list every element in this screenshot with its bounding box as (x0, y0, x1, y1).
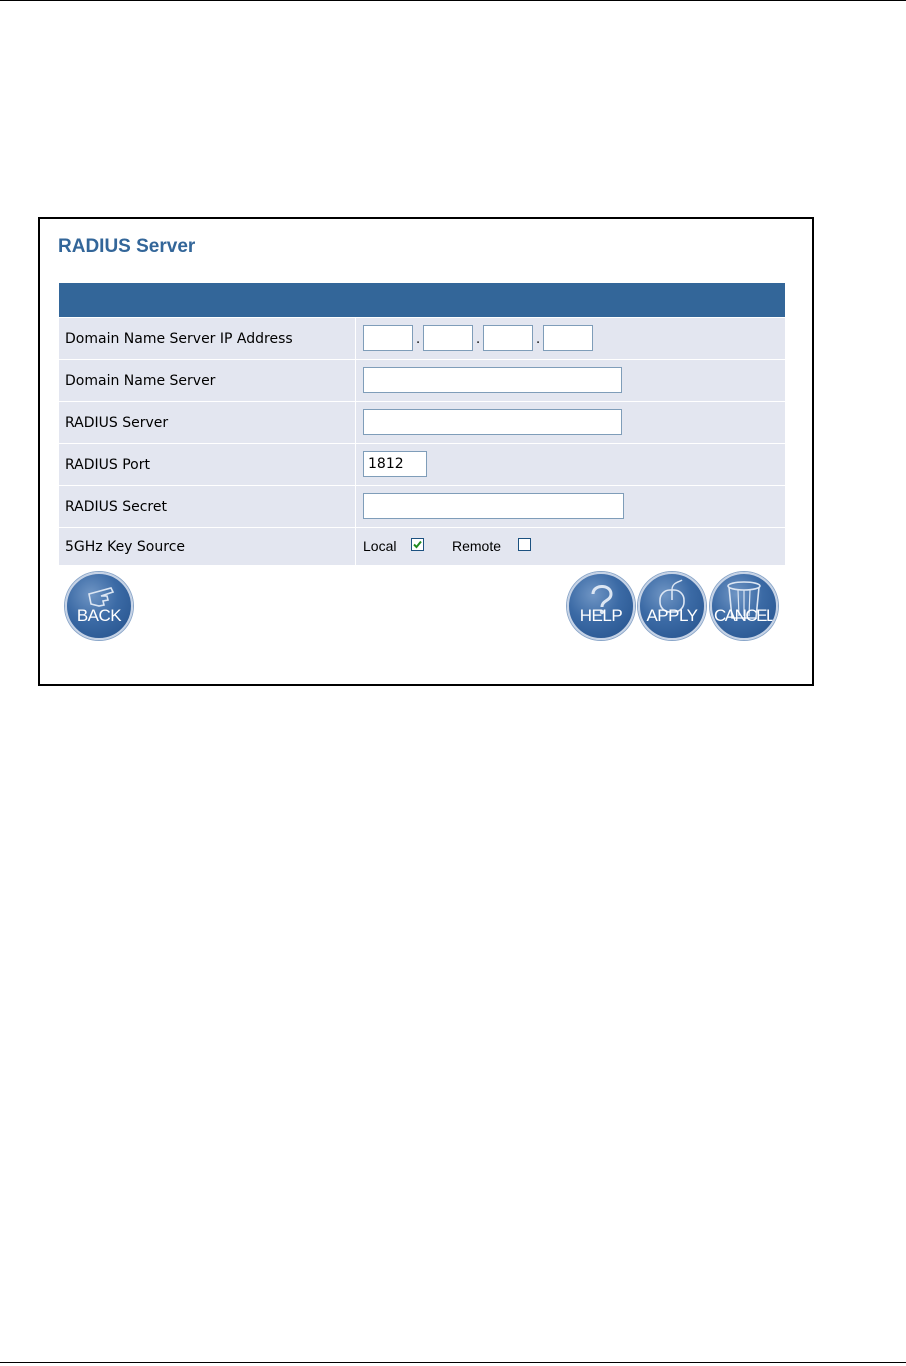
cancel-label: CANCEL (714, 606, 774, 625)
page-bottom-rule (0, 1362, 906, 1363)
radius-secret-input[interactable] (363, 493, 624, 519)
row-radius-secret (59, 486, 785, 527)
row-dns-name (59, 360, 785, 401)
dns-name-input[interactable] (363, 367, 622, 393)
dns-ip-label: Domain Name Server IP Address (65, 330, 293, 347)
row-radius-server (59, 402, 785, 443)
remote-label: Remote (452, 538, 502, 554)
radius-server-input[interactable] (363, 409, 622, 435)
dns-ip-octet-1[interactable] (363, 325, 413, 351)
page-title: RADIUS Server (58, 236, 196, 257)
radius-port-label: RADIUS Port (65, 456, 150, 473)
cancel-button[interactable] (710, 572, 778, 640)
row-key-source (59, 528, 785, 565)
help-label: HELP (579, 606, 623, 625)
apply-button[interactable] (638, 572, 706, 640)
row-radius-port (59, 444, 785, 485)
back-button[interactable] (65, 572, 133, 640)
local-checkbox[interactable] (411, 538, 424, 551)
help-button[interactable] (567, 572, 635, 640)
checkmark-icon (412, 539, 423, 550)
radius-server-label: RADIUS Server (65, 414, 169, 431)
page-top-rule (0, 0, 906, 1)
radius-server-panel (38, 217, 814, 686)
radius-port-input[interactable] (363, 451, 427, 477)
key-source-label: 5GHz Key Source (65, 538, 185, 555)
dns-ip-octet-4[interactable] (543, 325, 593, 351)
apply-label: APPLY (646, 606, 698, 625)
dns-ip-octet-2[interactable] (423, 325, 473, 351)
row-dns-ip (59, 318, 785, 359)
dns-ip-octet-3[interactable] (483, 325, 533, 351)
remote-checkbox[interactable] (518, 538, 531, 551)
local-label: Local (363, 538, 397, 554)
dns-name-label: Domain Name Server (65, 372, 216, 389)
radius-secret-label: RADIUS Secret (65, 498, 167, 515)
ip-separator: . (536, 332, 541, 347)
table-header-bar (59, 283, 785, 317)
back-label: BACK (76, 606, 122, 625)
ip-separator: . (416, 332, 421, 347)
ip-separator: . (476, 332, 481, 347)
